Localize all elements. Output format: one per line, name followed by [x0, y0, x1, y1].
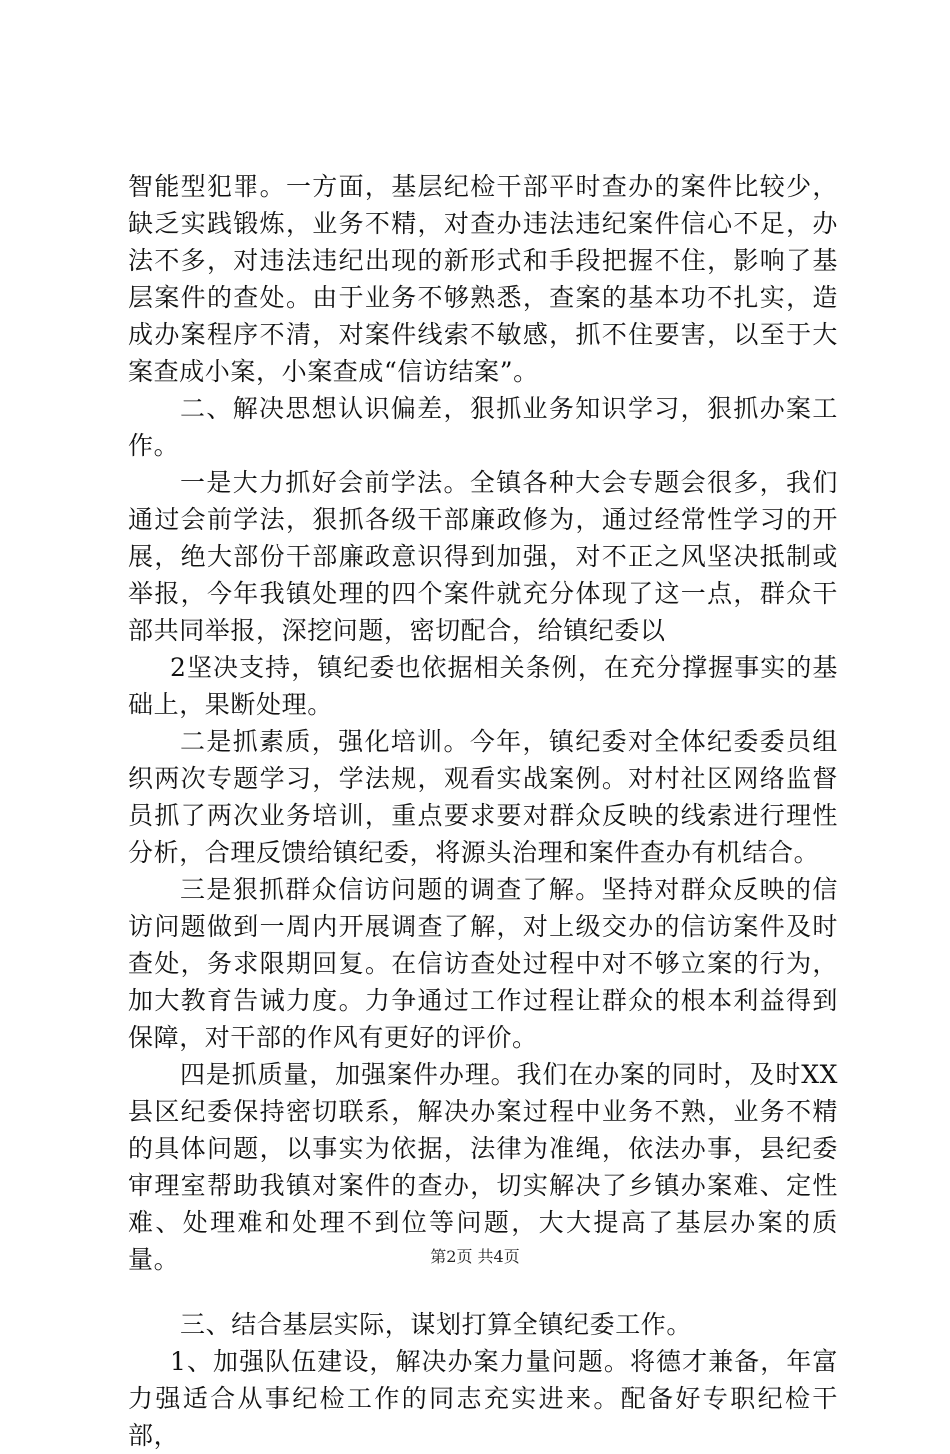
paragraph-8: 三、结合基层实际，谋划打算全镇纪委工作。: [180, 1310, 693, 1339]
paragraph-9: 1、加强队伍建设，解决办案力量问题。将德才兼备，年富力强适合从事纪检工作的同志充实进来。配备好专职纪检干部，: [128, 1347, 838, 1450]
paragraph-1: 智能型犯罪。一方面，基层纪检干部平时查办的案件比较少，缺乏实践锻炼，业务不精，对查办违法违纪案件信心不足，办法不多，对违法违纪出现的新形式和手段把握不住，影响了基层案件的查处。由于业务不够熟悉，查案的基本功不扎实，造成办案程序不清，对案件线索不敏感，抓不住要害，以至于大案查成小案，小案查成“信访结案”。: [128, 172, 838, 386]
paragraph-2: 二、解决思想认识偏差，狠抓业务知识学习，狠抓办案工作。: [128, 394, 838, 460]
paragraph-3: 一是大力抓好会前学法。全镇各种大会专题会很多，我们通过会前学法，狠抓各级干部廉政修为，通过经常性学习的开展，绝大部份干部廉政意识得到加强，对不正之风坚决抵制或举报，今年我镇处理的四个案件就充分体现了这一点，群众干部共同举报，深挖问题，密切配合，给镇纪委以: [128, 468, 838, 645]
paragraph-6: 三是狠抓群众信访问题的调查了解。坚持对群众反映的信访问题做到一周内开展调查了解，对上级交办的信访案件及时查处，务求限期回复。在信访查处过程中对不够立案的行为，加大教育告诫力度。力争通过工作过程让群众的根本利益得到保障，对干部的作风有更好的评价。: [128, 875, 838, 1052]
paragraph-5: 二是抓素质，强化培训。今年，镇纪委对全体纪委委员组织两次专题学习，学法规，观看实战案例。对村社区网络监督员抓了两次业务培训，重点要求要对群众反映的线索进行理性分析，合理反馈给镇纪委，将源头治理和案件查办有机结合。: [128, 727, 838, 867]
paragraph-4: 2坚决支持，镇纪委也依据相关条例，在充分撑握事实的基础上，果断处理。: [128, 653, 838, 719]
paragraph-7: 四是抓质量，加强案件办理。我们在办案的同时，及时XX县区纪委保持密切联系，解决办案过程中业务不熟，业务不精的具体问题，以事实为依据，法律为准绳，依法办事，县纪委审理室帮助我镇对案件的查办，切实解决了乡镇办案难、定性难、处理难和处理不到位等问题，大大提高了基层办案的质量。: [128, 1060, 838, 1274]
page-number-footer: 第2页 共4页: [430, 1247, 520, 1266]
